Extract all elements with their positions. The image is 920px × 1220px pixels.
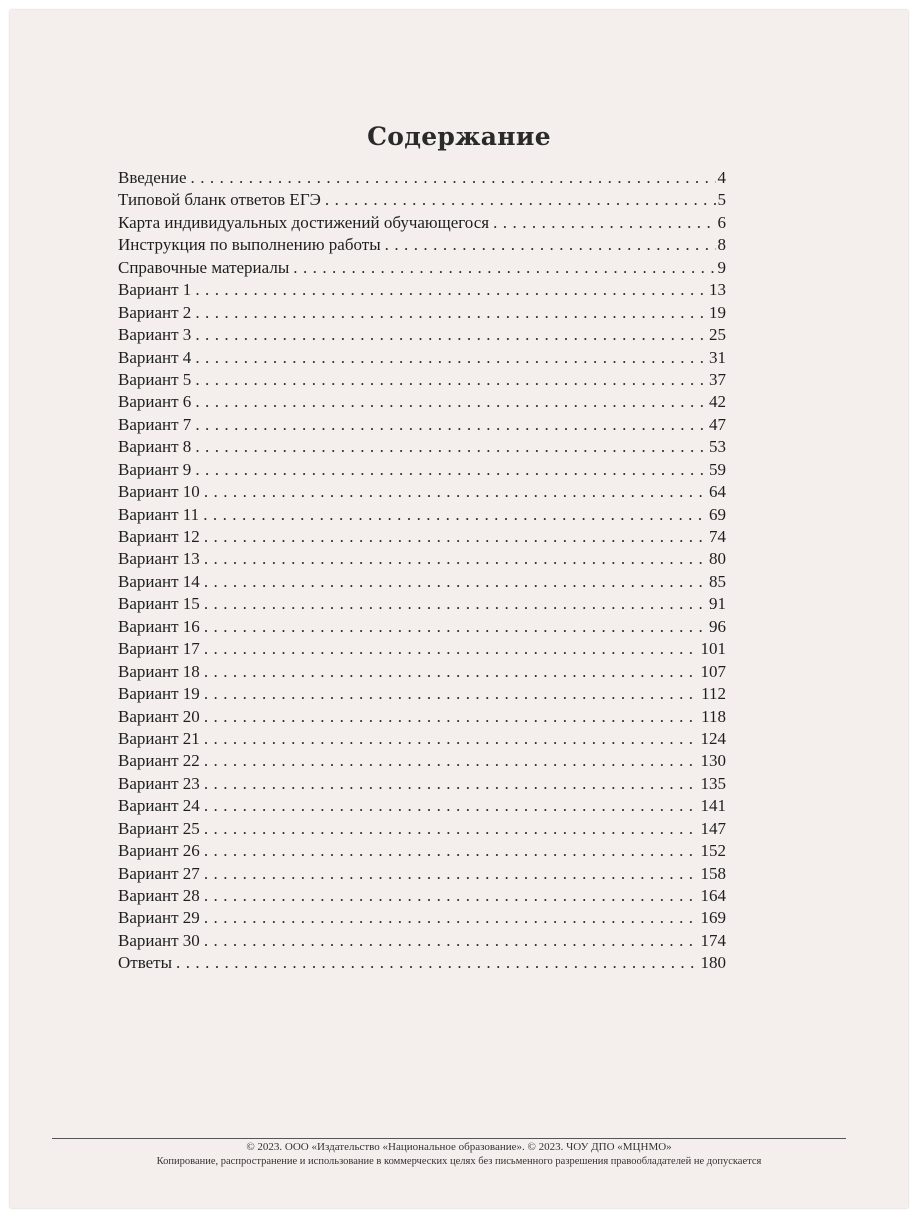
toc-entry-label: Вариант 14 <box>118 571 200 591</box>
toc-leader-dots <box>204 728 699 750</box>
toc-entry-label: Вариант 30 <box>118 930 200 950</box>
toc-entry-page: 141 <box>700 796 726 816</box>
toc-entry-page: 74 <box>709 527 726 546</box>
toc-entry <box>118 324 726 346</box>
toc-entry-page: 6 <box>717 212 726 232</box>
footer-divider <box>52 1138 846 1139</box>
toc-leader-dots <box>204 930 699 952</box>
toc-entry-label: Карта индивидуальных достижений обучающегося <box>118 212 490 232</box>
toc-entry-page: 135 <box>700 773 726 793</box>
toc-leader-dots <box>195 459 707 481</box>
toc-entry-label: Вариант 22 <box>118 751 200 771</box>
book-page <box>10 10 908 1208</box>
toc-leader-dots <box>325 189 716 211</box>
toc-leader-dots <box>204 750 699 772</box>
toc-entry-label: Вариант 7 <box>118 414 192 434</box>
toc-entry <box>118 526 726 548</box>
toc-entry-page: 5 <box>717 190 726 210</box>
toc-entry <box>118 863 726 885</box>
toc-entry-label: Типовой бланк ответов ЕГЭ <box>118 190 321 210</box>
toc-entry-label: Вариант 4 <box>118 347 192 367</box>
toc-entry-label: Вариант 20 <box>118 706 200 726</box>
toc-entry-page: 4 <box>717 168 726 187</box>
toc-leader-dots <box>204 571 707 593</box>
toc-entry-page: 152 <box>700 841 726 861</box>
toc-entry <box>118 279 726 301</box>
toc-entry-page: 147 <box>700 818 726 838</box>
toc-entry-label: Вариант 24 <box>118 796 200 816</box>
footer-copyright: © 2023. ООО «Издательство «Национальное образование». © 2023. ЧОУ ДПО «МЦНМО» <box>246 1141 672 1153</box>
toc-entry-page: 91 <box>709 594 726 614</box>
toc-entry-label: Вариант 6 <box>118 392 192 412</box>
toc-entry <box>118 481 726 503</box>
toc-leader-dots <box>385 234 716 256</box>
toc-entry-label: Вариант 8 <box>118 437 192 457</box>
toc-leader-dots <box>293 257 715 279</box>
toc-leader-dots <box>204 683 699 705</box>
toc-entry <box>118 750 726 772</box>
toc-entry-page: 180 <box>700 953 726 973</box>
toc-entry <box>118 167 726 189</box>
toc-entry-page: 85 <box>709 571 726 591</box>
toc-entry <box>118 302 726 324</box>
toc-leader-dots <box>195 324 707 346</box>
toc-entry <box>118 638 726 660</box>
toc-entry-page: 164 <box>700 886 726 905</box>
toc-entry-label: Вариант 3 <box>118 325 192 345</box>
toc-entry-label: Вариант 26 <box>118 841 200 861</box>
toc-entry-label: Вариант 16 <box>118 616 200 636</box>
toc-entry-page: 8 <box>717 235 726 255</box>
toc-leader-dots <box>204 548 707 570</box>
toc-entry <box>118 593 726 615</box>
toc-entry-label: Вариант 23 <box>118 773 200 793</box>
toc-entry <box>118 773 726 795</box>
toc-entry-label: Вариант 25 <box>118 818 200 838</box>
toc-entry <box>118 212 726 234</box>
toc-entry <box>118 504 726 526</box>
toc-entry <box>118 369 726 391</box>
toc-leader-dots <box>204 863 699 885</box>
toc-entry <box>118 414 726 436</box>
toc-leader-dots <box>204 773 699 795</box>
toc-entry-label: Инструкция по выполнению работы <box>118 235 381 255</box>
toc-entry <box>118 616 726 638</box>
toc-leader-dots <box>195 391 707 413</box>
toc-entry-label: Вариант 29 <box>118 908 200 928</box>
toc-entry-page: 158 <box>700 863 726 883</box>
table-of-contents <box>118 167 726 975</box>
toc-entry-page: 124 <box>700 728 726 748</box>
toc-entry-label: Вариант 13 <box>118 549 200 569</box>
toc-entry <box>118 683 726 705</box>
toc-entry <box>118 728 726 750</box>
toc-entry-label: Вариант 17 <box>118 639 200 659</box>
footer-notice: Копирование, распространение и использование в коммерческих целях без письменного разрешения правообладателей не допускается <box>156 1156 762 1167</box>
toc-leader-dots <box>204 706 699 728</box>
toc-entry <box>118 818 726 840</box>
toc-leader-dots <box>204 885 699 907</box>
toc-entry <box>118 907 726 929</box>
toc-leader-dots <box>493 212 715 234</box>
toc-entry-page: 25 <box>709 325 726 345</box>
toc-entry <box>118 436 726 458</box>
toc-entry-page: 169 <box>700 908 726 928</box>
toc-entry-label: Вариант 2 <box>118 302 192 322</box>
toc-entry <box>118 459 726 481</box>
toc-entry-label: Введение <box>118 168 187 187</box>
toc-leader-dots <box>195 436 707 458</box>
toc-entry-page: 9 <box>717 257 726 277</box>
toc-entry-page: 101 <box>700 639 726 659</box>
toc-entry <box>118 840 726 862</box>
toc-entry-label: Ответы <box>118 953 173 973</box>
toc-leader-dots <box>176 952 698 974</box>
toc-leader-dots <box>204 638 699 660</box>
toc-entry-page: 69 <box>709 504 726 524</box>
toc-entry <box>118 952 726 974</box>
toc-entry-label: Вариант 18 <box>118 661 200 681</box>
toc-entry-page: 80 <box>709 549 726 569</box>
toc-entry-page: 130 <box>700 751 726 771</box>
toc-entry <box>118 548 726 570</box>
page-title: Содержание <box>367 122 551 151</box>
toc-entry-page: 118 <box>701 706 726 726</box>
toc-leader-dots <box>204 593 707 615</box>
toc-entry-label: Вариант 9 <box>118 459 192 479</box>
toc-entry-page: 96 <box>709 616 726 636</box>
toc-leader-dots <box>204 907 699 929</box>
toc-leader-dots <box>203 504 707 526</box>
toc-entry <box>118 706 726 728</box>
toc-entry-page: 37 <box>709 369 726 389</box>
toc-leader-dots <box>204 840 699 862</box>
toc-leader-dots <box>204 616 707 638</box>
toc-entry <box>118 885 726 907</box>
toc-leader-dots <box>204 661 699 683</box>
toc-entry-page: 174 <box>700 930 726 950</box>
toc-entry-label: Вариант 27 <box>118 863 200 883</box>
toc-entry <box>118 347 726 369</box>
toc-entry <box>118 234 726 256</box>
toc-leader-dots <box>195 279 707 301</box>
toc-entry-label: Вариант 12 <box>118 527 200 546</box>
toc-leader-dots <box>204 481 707 503</box>
toc-entry-page: 42 <box>709 392 726 412</box>
toc-leader-dots <box>204 526 707 548</box>
toc-entry <box>118 571 726 593</box>
toc-entry-label: Вариант 5 <box>118 369 192 389</box>
toc-entry-page: 31 <box>709 347 726 367</box>
toc-leader-dots <box>204 795 699 817</box>
toc-entry <box>118 391 726 413</box>
toc-entry-page: 112 <box>701 684 726 704</box>
toc-entry-page: 47 <box>709 414 726 434</box>
toc-leader-dots <box>195 414 707 436</box>
toc-entry-page: 59 <box>709 459 726 479</box>
toc-entry <box>118 189 726 211</box>
toc-leader-dots <box>195 347 707 369</box>
toc-entry <box>118 930 726 952</box>
toc-entry-page: 13 <box>709 280 726 300</box>
toc-leader-dots <box>191 167 716 189</box>
toc-leader-dots <box>195 369 707 391</box>
toc-leader-dots <box>195 302 707 324</box>
toc-leader-dots <box>204 818 699 840</box>
toc-entry <box>118 661 726 683</box>
toc-entry-page: 19 <box>709 302 726 322</box>
toc-entry-label: Вариант 21 <box>118 728 200 748</box>
toc-entry-label: Вариант 15 <box>118 594 200 614</box>
toc-entry-page: 107 <box>700 661 726 681</box>
toc-entry-label: Вариант 10 <box>118 482 200 502</box>
toc-entry-label: Вариант 11 <box>118 504 200 524</box>
toc-entry-page: 53 <box>709 437 726 457</box>
toc-entry-page: 64 <box>709 482 726 502</box>
toc-entry <box>118 257 726 279</box>
toc-entry-label: Вариант 1 <box>118 280 192 300</box>
toc-entry-label: Справочные материалы <box>118 257 290 277</box>
toc-entry-label: Вариант 19 <box>118 684 200 704</box>
toc-entry <box>118 795 726 817</box>
toc-entry-label: Вариант 28 <box>118 886 200 905</box>
